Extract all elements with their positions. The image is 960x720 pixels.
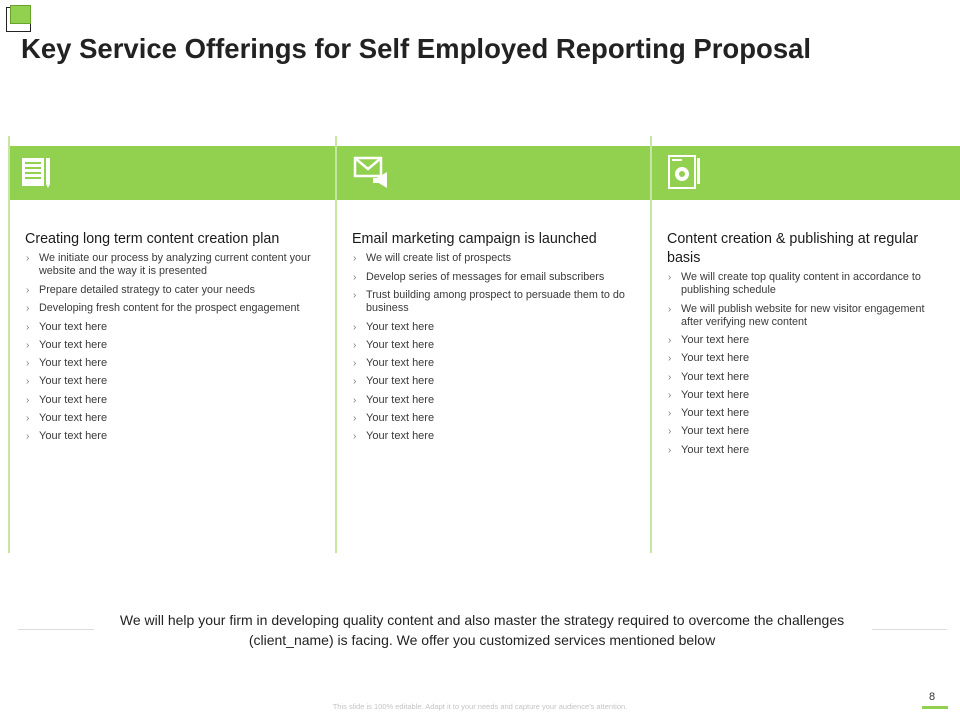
document-list-icon [18, 152, 58, 192]
column-title: Content creation & publishing at regular basis [667, 231, 919, 266]
list-item: › We will create list of prospects [353, 252, 512, 264]
list-item: › Your text here [353, 320, 435, 333]
chevron-right-icon: › [353, 321, 357, 333]
chevron-right-icon: › [668, 408, 672, 420]
chevron-right-icon: › [668, 426, 672, 438]
slide-title: Key Service Offerings for Self Employed Reporting Proposal [21, 33, 812, 64]
list-item: › Your text here [26, 430, 108, 443]
chevron-right-icon: › [353, 253, 357, 264]
chevron-right-icon: › [26, 321, 30, 333]
chevron-right-icon: › [353, 290, 357, 301]
chevron-right-icon: › [668, 371, 672, 383]
list-item: › Your text here [26, 320, 108, 333]
corner-logo-mark [6, 7, 31, 32]
list-item: › Trust building among prospect to persuade them to do business [353, 289, 625, 314]
list-item: › Your text here [668, 334, 750, 346]
summary-divider-left [18, 629, 94, 630]
column-divider-3 [650, 136, 652, 553]
chevron-right-icon: › [353, 339, 357, 351]
list-item: › Your text here [353, 338, 435, 351]
chevron-right-icon: › [353, 358, 357, 370]
chevron-right-icon: › [26, 253, 30, 264]
chevron-right-icon: › [26, 284, 30, 296]
list-item: › We will publish website for new visitor engagement after verifying new content [668, 302, 925, 328]
chevron-right-icon: › [668, 353, 672, 365]
bullet-list [352, 252, 644, 443]
chevron-right-icon: › [353, 271, 357, 283]
list-item: › Your text here [26, 393, 108, 406]
document-gear-icon [666, 152, 706, 192]
service-column-2 [352, 230, 644, 449]
chevron-right-icon: › [26, 376, 30, 388]
list-item: › Developing fresh content for the prospect engagement [26, 302, 300, 314]
chevron-right-icon: › [353, 412, 357, 424]
bullet-list [25, 252, 335, 443]
chevron-right-icon: › [26, 412, 30, 424]
green-header-band [8, 146, 960, 200]
column-title: Creating long term content creation plan [25, 231, 280, 247]
column-divider-1 [8, 136, 10, 553]
chevron-right-icon: › [668, 335, 672, 346]
chevron-right-icon: › [668, 303, 672, 315]
list-item: › Your text here [668, 352, 750, 365]
service-column-1 [25, 230, 335, 449]
chevron-right-icon: › [353, 394, 357, 406]
list-item: › Your text here [26, 357, 108, 370]
list-item: › Prepare detailed strategy to cater your needs [26, 283, 256, 296]
summary-text: We will help your firm in developing quality content and also master the strategy required to overcome the challenges (client_name) is facing. We offer you customized services mentioned below [119, 612, 845, 648]
list-item: › Your text here [26, 375, 108, 388]
chevron-right-icon: › [668, 272, 672, 283]
chevron-right-icon: › [26, 394, 30, 406]
list-item: › We will create top quality content in accordance to publishing schedule [668, 271, 921, 296]
column-divider-2 [335, 136, 337, 553]
list-item: › Your text here [353, 375, 435, 388]
list-item: › Your text here [26, 411, 108, 424]
chevron-right-icon: › [26, 303, 30, 314]
list-item: › Your text here [353, 430, 435, 443]
summary-divider-right [872, 629, 947, 630]
page-number: 8 [929, 691, 936, 703]
page-number-accent-bar [922, 706, 948, 709]
service-column-3 [667, 230, 949, 462]
list-item: › Your text here [353, 357, 435, 370]
column-title: Email marketing campaign is launched [352, 231, 597, 247]
chevron-right-icon: › [353, 376, 357, 388]
list-item: › We initiate our process by analyzing current content your website and the way it is presented [26, 252, 311, 277]
list-item: › Your text here [353, 393, 435, 406]
list-item: › Develop series of messages for email subscribers [353, 270, 605, 283]
list-item: › Your text here [668, 370, 750, 383]
list-item: › Your text here [668, 388, 750, 401]
bullet-list [667, 271, 949, 457]
footer-note: This slide is 100% editable. Adapt it to your needs and capture your audience's attention. [332, 702, 628, 711]
list-item: › Your text here [26, 338, 108, 351]
list-item: › Your text here [668, 407, 750, 420]
chevron-right-icon: › [26, 358, 30, 370]
email-megaphone-icon [353, 152, 393, 192]
list-item: › Your text here [668, 443, 750, 456]
corner-logo-accent [10, 5, 31, 24]
chevron-right-icon: › [353, 431, 357, 443]
chevron-right-icon: › [26, 431, 30, 443]
chevron-right-icon: › [668, 389, 672, 401]
list-item: › Your text here [668, 425, 750, 438]
chevron-right-icon: › [26, 339, 30, 351]
list-item: › Your text here [353, 411, 435, 424]
chevron-right-icon: › [668, 444, 672, 456]
